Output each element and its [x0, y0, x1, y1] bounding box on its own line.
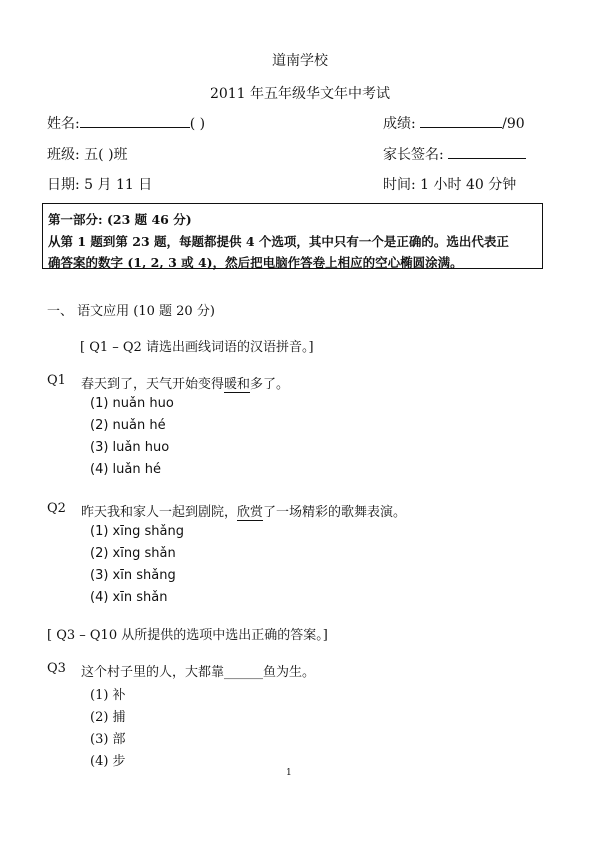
- q3-option-1[interactable]: (1) 补: [90, 688, 126, 703]
- q1-option-4[interactable]: (4) luǎn hé: [90, 462, 161, 477]
- q3-option-4[interactable]: (4) 步: [90, 754, 126, 769]
- q3-stem-pre: 这个村子里的人，大都靠: [81, 665, 225, 680]
- q3-q10-instruction: [ Q3 – Q10 从所提供的选项中选出正确的答案。]: [47, 628, 328, 643]
- q2-stem-post: 了一场精彩的歌舞表演。: [263, 505, 407, 520]
- class-label: 班级: 五( )班: [47, 147, 128, 163]
- q1-q2-instruction: [ Q1 – Q2 请选出画线词语的汉语拼音。]: [80, 340, 314, 355]
- q2-option-3[interactable]: (3) xīn shǎng: [90, 568, 176, 583]
- q1-stem: [81, 373, 289, 392]
- name-paren: ( ): [189, 116, 206, 132]
- school-name: 道南学校: [272, 53, 328, 69]
- score-total: /90: [502, 116, 525, 132]
- q2-underlined-word: 欣赏: [237, 505, 264, 520]
- q2-option-2[interactable]: (2) xīng shǎn: [90, 546, 176, 561]
- q2-option-4[interactable]: (4) xīn shǎn: [90, 590, 168, 605]
- part1-instruction-line1: 从第 1 题到第 23 题，每题都提供 4 个选项，其中只有一个是正确的。选出代表正: [48, 234, 509, 249]
- q3-blank: ______: [224, 665, 264, 680]
- q3-stem-post: 鱼为生。: [263, 665, 316, 680]
- q1-underlined-word: 暖和: [224, 377, 251, 392]
- q2-stem-pre: 昨天我和家人一起到剧院，: [81, 505, 238, 520]
- q2-option-1[interactable]: (1) xīng shǎng: [90, 524, 184, 539]
- q1-stem-pre: 春天到了，天气开始变得: [81, 377, 225, 392]
- parent-sign-field[interactable]: [448, 146, 526, 159]
- q1-stem-post: 多了。: [250, 377, 290, 392]
- score-label: 成绩:: [383, 116, 416, 132]
- part1-heading: 第一部分: (23 题 46 分): [48, 212, 192, 227]
- date-label: 日期: 5 月 11 日: [47, 177, 153, 193]
- name-row: [47, 113, 205, 133]
- parent-sign-row: [383, 144, 526, 164]
- q2-stem: [81, 501, 406, 520]
- part1-instruction-line2: 确答案的数字 (1, 2, 3 或 4)，然后把电脑作答卷上相应的空心椭圆涂满。: [48, 255, 463, 270]
- page-number: 1: [286, 768, 292, 778]
- time-label: 时间: 1 小时 40 分钟: [383, 177, 517, 193]
- q2-number: Q2: [47, 501, 66, 516]
- q1-option-3[interactable]: (3) luǎn huo: [90, 440, 170, 455]
- section1-title: 一、 语文应用 (10 题 20 分): [47, 304, 215, 319]
- q1-option-2[interactable]: (2) nuǎn hé: [90, 418, 166, 433]
- q3-stem: [81, 661, 315, 680]
- score-row: [383, 113, 525, 133]
- name-label: 姓名:: [47, 116, 80, 132]
- name-field[interactable]: [80, 115, 190, 128]
- exam-title: 2011 年五年级华文年中考试: [209, 86, 391, 102]
- parent-sign-label: 家长签名:: [383, 147, 444, 163]
- q3-option-2[interactable]: (2) 捕: [90, 710, 126, 725]
- q1-number: Q1: [47, 373, 66, 388]
- q1-option-1[interactable]: (1) nuǎn huo: [90, 396, 174, 411]
- score-field[interactable]: [420, 115, 502, 128]
- q3-option-3[interactable]: (3) 部: [90, 732, 126, 747]
- q3-number: Q3: [47, 661, 66, 676]
